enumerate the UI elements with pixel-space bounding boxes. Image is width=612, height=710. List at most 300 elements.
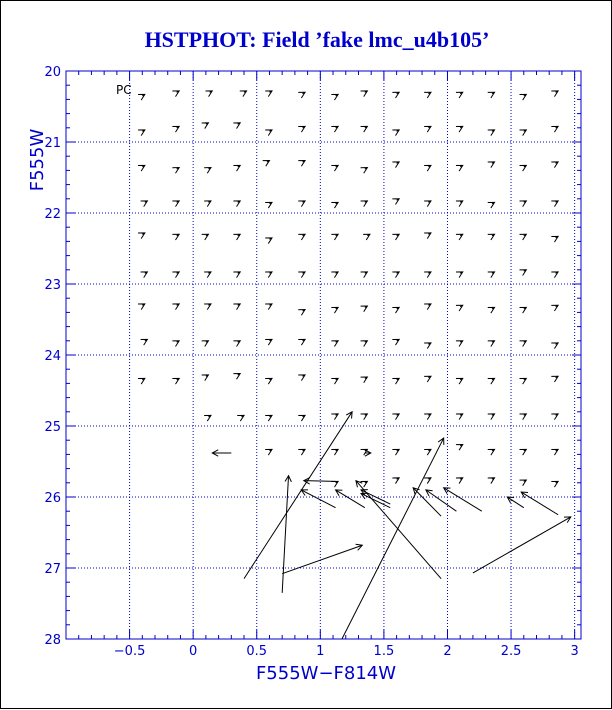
small-vector bbox=[456, 341, 463, 347]
small-vector bbox=[141, 201, 148, 207]
small-vector-head bbox=[138, 304, 145, 310]
small-vector-head bbox=[424, 165, 431, 171]
small-vector-head bbox=[456, 126, 463, 132]
y-tick-label: 28 bbox=[44, 633, 61, 648]
small-vector-head bbox=[298, 375, 305, 381]
small-vector-head bbox=[331, 481, 338, 487]
small-vector-head bbox=[424, 449, 431, 455]
small-vector-head bbox=[424, 92, 431, 98]
small-vector bbox=[265, 130, 272, 136]
small-vector bbox=[488, 272, 495, 278]
small-vector-head bbox=[424, 414, 431, 420]
small-vector bbox=[488, 130, 495, 136]
small-vector-head bbox=[361, 168, 368, 174]
small-vector-head bbox=[488, 449, 495, 455]
small-vector-head bbox=[331, 202, 338, 208]
small-vector-head bbox=[392, 414, 399, 420]
small-vector-head bbox=[298, 339, 305, 345]
long-vector-head bbox=[426, 490, 433, 496]
small-vector bbox=[551, 305, 558, 311]
small-vector-head bbox=[520, 130, 527, 136]
small-vector bbox=[392, 414, 399, 420]
small-vector bbox=[456, 305, 463, 311]
y-tick-label: 24 bbox=[44, 349, 61, 364]
small-vector-head bbox=[424, 201, 431, 207]
small-vector-head bbox=[392, 130, 399, 136]
small-vector bbox=[551, 449, 558, 455]
small-vector bbox=[424, 92, 431, 98]
small-vector-head bbox=[138, 378, 145, 384]
small-vector bbox=[233, 304, 240, 310]
small-vector bbox=[424, 304, 431, 310]
small-vector-head bbox=[424, 126, 431, 132]
small-vector bbox=[138, 94, 145, 100]
small-vector bbox=[456, 126, 463, 132]
small-vector bbox=[488, 449, 495, 455]
small-vector-head bbox=[298, 272, 305, 278]
small-vector-head bbox=[298, 92, 305, 98]
small-vector-head bbox=[551, 305, 558, 311]
y-tick-label: 26 bbox=[44, 491, 61, 506]
small-vector-head bbox=[172, 341, 179, 347]
small-vector-head bbox=[331, 165, 338, 171]
small-vector-head bbox=[172, 378, 179, 384]
small-vector bbox=[551, 91, 558, 97]
small-vector bbox=[233, 165, 240, 171]
small-vector bbox=[298, 160, 305, 166]
small-vector-head bbox=[488, 414, 495, 420]
small-vector-head bbox=[172, 126, 179, 132]
small-vector bbox=[265, 415, 272, 421]
small-vector bbox=[204, 415, 211, 421]
small-vector-head bbox=[361, 91, 368, 97]
vector-field-chart bbox=[1, 1, 612, 710]
small-vector-head bbox=[265, 272, 272, 278]
small-vector bbox=[361, 414, 368, 420]
small-vector bbox=[488, 414, 495, 420]
small-vector bbox=[298, 272, 305, 278]
small-vector-head bbox=[488, 378, 495, 384]
x-tick-label: 2.5 bbox=[500, 644, 522, 659]
small-vector bbox=[456, 444, 463, 450]
small-vector bbox=[233, 272, 240, 278]
small-vector bbox=[520, 94, 527, 100]
small-vector-head bbox=[424, 272, 431, 278]
small-vector-head bbox=[392, 339, 399, 345]
small-vector-head bbox=[172, 201, 179, 207]
small-vector bbox=[424, 449, 431, 455]
small-vector-head bbox=[488, 234, 495, 240]
small-vector bbox=[204, 304, 211, 310]
small-vector-head bbox=[298, 126, 305, 132]
small-vector bbox=[551, 272, 558, 278]
small-vector bbox=[265, 339, 272, 345]
small-vector bbox=[172, 304, 179, 310]
small-vector-head bbox=[331, 234, 338, 240]
small-vector-head bbox=[265, 130, 272, 136]
small-vector bbox=[520, 378, 527, 384]
small-vector bbox=[520, 307, 527, 313]
small-vector bbox=[456, 414, 463, 420]
small-vector-head bbox=[392, 162, 399, 168]
small-vector-head bbox=[331, 307, 338, 313]
small-vector-head bbox=[456, 272, 463, 278]
y-axis-label: F555W bbox=[27, 128, 48, 192]
small-vector-head bbox=[520, 378, 527, 384]
small-vector bbox=[361, 272, 368, 278]
small-vector-head bbox=[204, 272, 211, 278]
x-tick-label: 1.5 bbox=[373, 644, 395, 659]
small-vector bbox=[424, 126, 431, 132]
long-vector-shaft bbox=[342, 438, 444, 639]
small-vector bbox=[331, 307, 338, 313]
long-vector bbox=[282, 476, 291, 593]
small-vector bbox=[361, 306, 368, 312]
y-tick-label: 27 bbox=[44, 562, 61, 577]
small-vector bbox=[424, 165, 431, 171]
small-vector bbox=[456, 478, 463, 484]
small-vector bbox=[172, 91, 179, 97]
y-tick-label: 23 bbox=[44, 278, 61, 293]
small-vector bbox=[205, 91, 212, 97]
small-vector-head bbox=[202, 341, 209, 347]
small-vector-head bbox=[172, 168, 179, 174]
small-vector bbox=[331, 202, 338, 208]
small-vector-head bbox=[392, 378, 399, 384]
small-vector-head bbox=[202, 234, 209, 240]
small-vector-head bbox=[392, 478, 399, 484]
small-vector-head bbox=[138, 94, 145, 100]
small-vector bbox=[424, 233, 431, 239]
small-vector bbox=[551, 201, 558, 207]
long-vector-shaft bbox=[282, 545, 362, 573]
small-vector bbox=[392, 478, 399, 484]
small-vector-head bbox=[298, 449, 305, 455]
small-vector-head bbox=[392, 92, 399, 98]
small-vector-head bbox=[520, 414, 527, 420]
small-vector bbox=[202, 123, 209, 129]
small-vector bbox=[298, 201, 305, 207]
small-vector-head bbox=[298, 160, 305, 166]
small-vector bbox=[392, 449, 399, 455]
small-vector bbox=[298, 126, 305, 132]
small-vector-head bbox=[520, 234, 527, 240]
small-vector bbox=[488, 307, 495, 313]
small-vector-head bbox=[138, 165, 145, 171]
small-vector bbox=[204, 201, 211, 207]
small-vector bbox=[172, 126, 179, 132]
small-vector bbox=[392, 234, 399, 240]
small-vector bbox=[298, 92, 305, 98]
small-vector bbox=[392, 92, 399, 98]
long-vector bbox=[301, 490, 335, 508]
long-vector-shaft bbox=[521, 492, 558, 515]
small-vector bbox=[233, 234, 240, 240]
small-vector-head bbox=[488, 478, 495, 484]
small-vector-head bbox=[456, 414, 463, 420]
small-vector-head bbox=[424, 478, 431, 484]
x-tick-label: 0.5 bbox=[246, 644, 268, 659]
small-vector-head bbox=[520, 341, 527, 347]
small-vector bbox=[520, 201, 527, 207]
small-vector-head bbox=[265, 339, 272, 345]
small-vector bbox=[265, 304, 272, 310]
small-vector-head bbox=[361, 414, 368, 420]
small-vector-head bbox=[488, 341, 495, 347]
small-vector bbox=[520, 130, 527, 136]
small-vector-head bbox=[361, 341, 368, 347]
small-vector-head bbox=[488, 202, 495, 208]
long-vector-shaft bbox=[301, 490, 335, 508]
axes bbox=[66, 71, 581, 639]
small-vector-head bbox=[361, 126, 368, 132]
small-vector-head bbox=[424, 376, 431, 382]
long-vector bbox=[304, 478, 336, 484]
small-vector bbox=[520, 165, 527, 171]
small-vector-head bbox=[520, 201, 527, 207]
long-vector bbox=[473, 517, 571, 573]
small-vector-head bbox=[551, 449, 558, 455]
small-vector bbox=[240, 91, 247, 97]
x-axis-label: F555W−F814W bbox=[255, 663, 397, 684]
small-vector bbox=[331, 272, 338, 278]
small-vector-head bbox=[172, 234, 179, 240]
small-vector bbox=[331, 378, 338, 384]
long-vector bbox=[212, 450, 231, 456]
small-vector bbox=[392, 339, 399, 345]
small-vector-head bbox=[202, 375, 209, 381]
small-vector-head bbox=[392, 234, 399, 240]
small-vector bbox=[520, 480, 527, 486]
small-vector bbox=[202, 234, 209, 240]
small-vector bbox=[424, 343, 431, 349]
small-vector bbox=[488, 92, 495, 98]
small-vector bbox=[488, 378, 495, 384]
long-vector bbox=[361, 493, 390, 507]
small-vector-head bbox=[233, 272, 240, 278]
long-vector-shaft bbox=[304, 481, 336, 482]
small-vector-head bbox=[204, 168, 211, 174]
small-vector bbox=[361, 126, 368, 132]
small-vector-head bbox=[361, 377, 368, 383]
small-vector bbox=[520, 270, 527, 276]
small-vector-head bbox=[298, 234, 305, 240]
small-vector bbox=[392, 307, 399, 313]
small-vector-head bbox=[233, 304, 240, 310]
small-vector-head bbox=[488, 307, 495, 313]
x-tick-label: −0.5 bbox=[113, 644, 146, 659]
small-vector bbox=[392, 378, 399, 384]
small-vector bbox=[138, 165, 145, 171]
small-vector-head bbox=[456, 92, 463, 98]
small-vector-head bbox=[488, 92, 495, 98]
small-vector-head bbox=[520, 307, 527, 313]
small-vector bbox=[263, 160, 270, 166]
chart-title: HSTPHOT: Field ’fake lmc_u4b105’ bbox=[144, 27, 490, 52]
small-vector-head bbox=[551, 343, 558, 349]
small-vector bbox=[392, 162, 399, 168]
small-vector bbox=[456, 378, 463, 384]
small-vector bbox=[331, 165, 338, 171]
small-vector-head bbox=[520, 94, 527, 100]
long-vector bbox=[444, 488, 482, 511]
long-vector bbox=[365, 450, 371, 456]
small-vector bbox=[265, 91, 272, 97]
small-vector-head bbox=[233, 341, 240, 347]
small-vector-head bbox=[298, 201, 305, 207]
small-vector bbox=[424, 478, 431, 484]
small-vector-head bbox=[265, 238, 272, 244]
small-vector-head bbox=[424, 233, 431, 239]
small-vector bbox=[488, 162, 495, 168]
small-vector-head bbox=[361, 306, 368, 312]
small-vector bbox=[488, 478, 495, 484]
small-vector-head bbox=[456, 444, 463, 450]
axis-ticks bbox=[44, 65, 581, 659]
small-vector-head bbox=[331, 126, 338, 132]
small-vector bbox=[172, 378, 179, 384]
small-vector-head bbox=[456, 234, 463, 240]
small-vector-head bbox=[233, 165, 240, 171]
small-vector bbox=[363, 234, 370, 240]
long-vector bbox=[342, 438, 444, 639]
small-vector-head bbox=[392, 199, 399, 205]
small-vector-head bbox=[263, 160, 270, 166]
small-vector bbox=[361, 481, 368, 487]
small-vector-head bbox=[424, 343, 431, 349]
long-vector-shaft bbox=[336, 490, 365, 508]
small-vector bbox=[392, 272, 399, 278]
small-vector-head bbox=[331, 94, 338, 100]
small-vector-head bbox=[392, 307, 399, 313]
small-vector bbox=[331, 94, 338, 100]
small-vector-head bbox=[551, 481, 558, 487]
small-vector bbox=[233, 373, 240, 379]
small-vector bbox=[361, 201, 368, 207]
small-vector bbox=[331, 449, 338, 455]
small-vector-head bbox=[331, 272, 338, 278]
small-vector-head bbox=[551, 201, 558, 207]
small-vector-head bbox=[551, 126, 558, 132]
small-vector bbox=[172, 341, 179, 347]
small-vector-head bbox=[551, 162, 558, 168]
small-vector bbox=[551, 376, 558, 382]
small-vector-head bbox=[488, 130, 495, 136]
small-vector bbox=[551, 162, 558, 168]
y-tick-label: 22 bbox=[44, 207, 61, 222]
small-vector-head bbox=[551, 236, 558, 242]
small-vector-head bbox=[233, 201, 240, 207]
small-vector bbox=[551, 126, 558, 132]
long-vector-shaft bbox=[282, 476, 288, 593]
small-vector bbox=[298, 339, 305, 345]
small-vector bbox=[138, 233, 145, 239]
small-vector-head bbox=[233, 234, 240, 240]
small-vector bbox=[361, 91, 368, 97]
small-vector bbox=[456, 234, 463, 240]
small-vector bbox=[202, 375, 209, 381]
long-vector-shaft bbox=[244, 412, 352, 579]
small-vector bbox=[520, 341, 527, 347]
grid-lines bbox=[66, 71, 581, 639]
small-vector-head bbox=[202, 123, 209, 129]
small-vector-head bbox=[456, 305, 463, 311]
small-vector-head bbox=[551, 414, 558, 420]
small-vector-head bbox=[298, 310, 305, 316]
small-vector-head bbox=[233, 123, 240, 129]
small-vector-head bbox=[520, 480, 527, 486]
small-vector-head bbox=[488, 162, 495, 168]
long-vector-shaft bbox=[444, 488, 482, 511]
small-vector-head bbox=[298, 415, 305, 421]
small-vector bbox=[424, 376, 431, 382]
small-vector-head bbox=[520, 449, 527, 455]
small-vector-head bbox=[456, 201, 463, 207]
small-vector bbox=[298, 234, 305, 240]
small-vector bbox=[141, 339, 148, 345]
small-vector bbox=[331, 414, 338, 420]
small-vector-head bbox=[456, 341, 463, 347]
x-tick-label: 3 bbox=[570, 644, 579, 659]
long-vector bbox=[507, 497, 524, 508]
small-vector bbox=[331, 341, 338, 347]
small-vector-head bbox=[205, 91, 212, 97]
small-vector-head bbox=[141, 272, 148, 278]
small-vector bbox=[138, 304, 145, 310]
small-vector-head bbox=[456, 478, 463, 484]
small-vector-head bbox=[141, 201, 148, 207]
small-vector bbox=[488, 341, 495, 347]
small-vector bbox=[298, 310, 305, 316]
long-vector bbox=[244, 412, 352, 579]
y-tick-label: 20 bbox=[44, 65, 61, 80]
small-vector bbox=[456, 165, 463, 171]
small-vector bbox=[520, 414, 527, 420]
vectors bbox=[138, 91, 571, 639]
small-vector-head bbox=[204, 415, 211, 421]
small-vector-head bbox=[204, 201, 211, 207]
small-vector-head bbox=[331, 341, 338, 347]
small-vector-head bbox=[240, 91, 247, 97]
x-tick-label: 2 bbox=[443, 644, 452, 659]
small-vector bbox=[488, 234, 495, 240]
small-vector-head bbox=[138, 233, 145, 239]
small-vector bbox=[172, 168, 179, 174]
small-vector-head bbox=[392, 272, 399, 278]
small-vector-head bbox=[204, 304, 211, 310]
small-vector bbox=[361, 341, 368, 347]
pc-annotation: PC bbox=[116, 83, 132, 97]
small-vector bbox=[456, 92, 463, 98]
small-vector-head bbox=[172, 304, 179, 310]
long-vector bbox=[521, 492, 558, 515]
small-vector-head bbox=[424, 304, 431, 310]
small-vector-head bbox=[551, 376, 558, 382]
small-vector bbox=[265, 202, 272, 208]
small-vector-head bbox=[361, 201, 368, 207]
small-vector bbox=[392, 199, 399, 205]
small-vector bbox=[456, 272, 463, 278]
small-vector bbox=[172, 234, 179, 240]
small-vector-head bbox=[141, 339, 148, 345]
small-vector-head bbox=[551, 272, 558, 278]
small-vector bbox=[138, 378, 145, 384]
small-vector bbox=[551, 343, 558, 349]
small-vector-head bbox=[265, 202, 272, 208]
small-vector-head bbox=[363, 234, 370, 240]
small-vector bbox=[331, 481, 338, 487]
small-vector bbox=[265, 378, 272, 384]
